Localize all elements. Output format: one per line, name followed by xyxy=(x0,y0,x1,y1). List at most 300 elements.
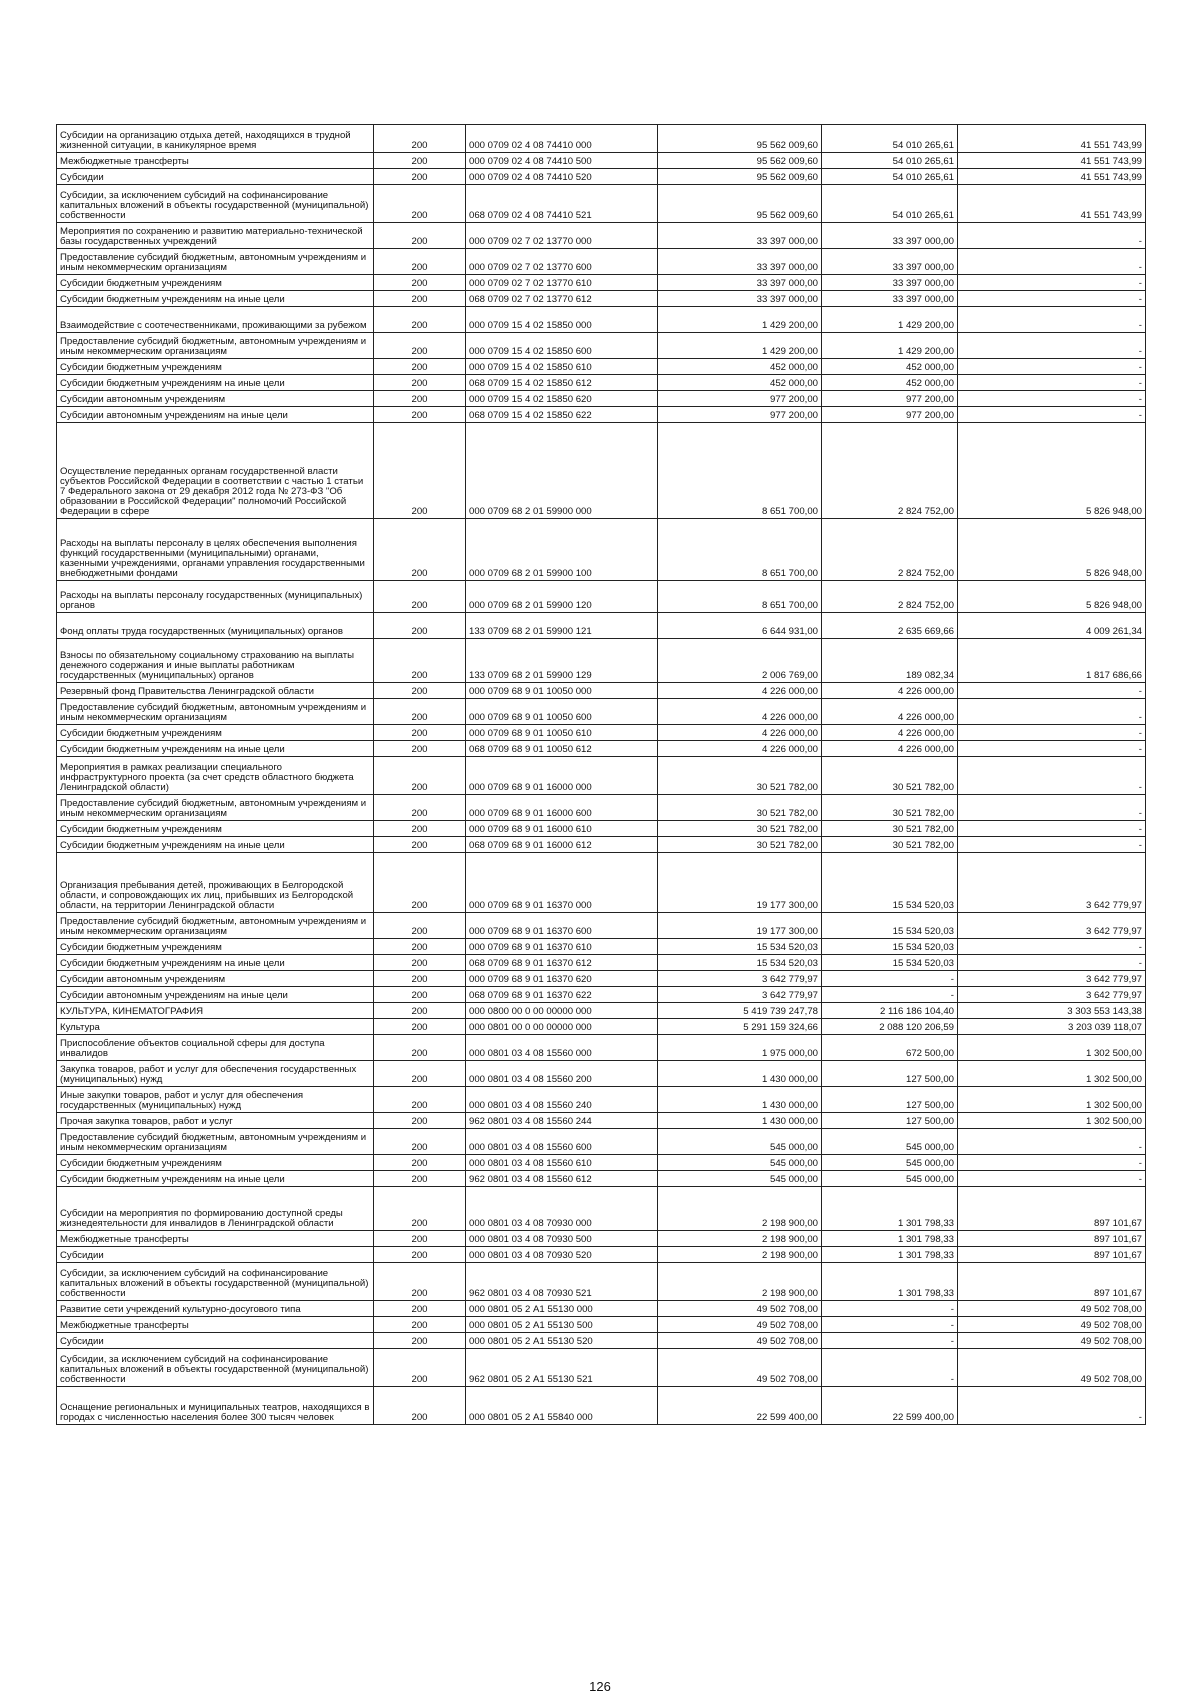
row-approved: 1 430 000,00 xyxy=(658,1087,822,1113)
row-code: 200 xyxy=(374,639,466,683)
row-code: 200 xyxy=(374,375,466,391)
row-name: Субсидии, за исключением субсидий на софинансирование капитальных вложений в объекты государственной (муниципальной) собственности xyxy=(57,1349,374,1387)
row-executed: 15 534 520,03 xyxy=(822,955,958,971)
row-name: Субсидии xyxy=(57,169,374,185)
row-approved: 452 000,00 xyxy=(658,375,822,391)
row-executed: 189 082,34 xyxy=(822,639,958,683)
row-kbk: 000 0709 02 7 02 13770 610 xyxy=(466,275,658,291)
table-row xyxy=(57,307,1146,333)
row-approved: 977 200,00 xyxy=(658,407,822,423)
row-remaining: 49 502 708,00 xyxy=(958,1349,1146,1387)
row-approved: 2 006 769,00 xyxy=(658,639,822,683)
row-code: 200 xyxy=(374,1301,466,1317)
row-name: Предоставление субсидий бюджетным, автономным учреждениям и иным некоммерческим организациям xyxy=(57,699,374,725)
row-executed: 2 088 120 206,59 xyxy=(822,1019,958,1035)
row-name: Субсидии автономным учреждениям на иные цели xyxy=(57,407,374,423)
table-row xyxy=(57,519,1146,581)
row-approved: 5 291 159 324,66 xyxy=(658,1019,822,1035)
row-kbk: 068 0709 68 9 01 10050 612 xyxy=(466,741,658,757)
row-name: Осуществление переданных органам государственной власти субъектов Российской Федерации в соответствии с частью 1 статьи 7 Федерального закона от 29 декабря 2012 года № 273-ФЗ "Об образовании в Российской Федерации" полномочий Российской Федерации в сфере xyxy=(57,423,374,519)
row-approved: 19 177 300,00 xyxy=(658,913,822,939)
table-row xyxy=(57,821,1146,837)
row-code: 200 xyxy=(374,275,466,291)
row-remaining: - xyxy=(958,223,1146,249)
row-kbk: 133 0709 68 2 01 59900 121 xyxy=(466,613,658,639)
row-kbk: 000 0801 05 2 А1 55130 520 xyxy=(466,1333,658,1349)
row-executed: 4 226 000,00 xyxy=(822,725,958,741)
table-row xyxy=(57,913,1146,939)
row-kbk: 000 0709 02 4 08 74410 000 xyxy=(466,125,658,153)
row-kbk: 000 0709 15 4 02 15850 000 xyxy=(466,307,658,333)
row-approved: 1 430 000,00 xyxy=(658,1113,822,1129)
row-kbk: 000 0709 68 9 01 10050 000 xyxy=(466,683,658,699)
row-kbk: 962 0801 03 4 08 70930 521 xyxy=(466,1263,658,1301)
row-approved: 49 502 708,00 xyxy=(658,1317,822,1333)
row-approved: 33 397 000,00 xyxy=(658,249,822,275)
row-executed: 2 824 752,00 xyxy=(822,423,958,519)
row-executed: 127 500,00 xyxy=(822,1087,958,1113)
row-executed: 33 397 000,00 xyxy=(822,223,958,249)
row-remaining: - xyxy=(958,391,1146,407)
row-executed: 4 226 000,00 xyxy=(822,741,958,757)
row-name: Субсидии бюджетным учреждениям на иные цели xyxy=(57,291,374,307)
row-remaining: 5 826 948,00 xyxy=(958,423,1146,519)
table-row xyxy=(57,1333,1146,1349)
row-code: 200 xyxy=(374,1003,466,1019)
row-kbk: 000 0709 02 4 08 74410 520 xyxy=(466,169,658,185)
row-name: Предоставление субсидий бюджетным, автономным учреждениям и иным некоммерческим организациям xyxy=(57,1129,374,1155)
row-executed: 127 500,00 xyxy=(822,1061,958,1087)
row-remaining: - xyxy=(958,795,1146,821)
table-row xyxy=(57,699,1146,725)
row-kbk: 000 0709 68 9 01 16370 620 xyxy=(466,971,658,987)
table-row xyxy=(57,185,1146,223)
row-code: 200 xyxy=(374,1035,466,1061)
row-approved: 19 177 300,00 xyxy=(658,853,822,913)
row-name: Взносы по обязательному социальному страхованию на выплаты денежного содержания и иные выплаты работникам государственных (муниципальных) органов xyxy=(57,639,374,683)
table-row xyxy=(57,1035,1146,1061)
row-name: Субсидии бюджетным учреждениям xyxy=(57,359,374,375)
row-executed: 1 301 798,33 xyxy=(822,1247,958,1263)
row-remaining: - xyxy=(958,333,1146,359)
row-approved: 1 429 200,00 xyxy=(658,333,822,359)
row-name: Субсидии бюджетным учреждениям xyxy=(57,725,374,741)
row-kbk: 068 0709 15 4 02 15850 622 xyxy=(466,407,658,423)
row-remaining: - xyxy=(958,683,1146,699)
row-approved: 4 226 000,00 xyxy=(658,725,822,741)
row-name: Субсидии, за исключением субсидий на софинансирование капитальных вложений в объекты государственной (муниципальной) собственности xyxy=(57,1263,374,1301)
row-code: 200 xyxy=(374,987,466,1003)
row-name: Развитие сети учреждений культурно-досугового типа xyxy=(57,1301,374,1317)
row-kbk: 000 0801 03 4 08 15560 600 xyxy=(466,1129,658,1155)
budget-execution-table xyxy=(56,124,1146,1425)
row-approved: 545 000,00 xyxy=(658,1129,822,1155)
row-kbk: 000 0709 68 9 01 16370 000 xyxy=(466,853,658,913)
row-executed: 4 226 000,00 xyxy=(822,699,958,725)
row-code: 200 xyxy=(374,581,466,613)
row-name: Резервный фонд Правительства Ленинградской области xyxy=(57,683,374,699)
row-kbk: 068 0709 02 4 08 74410 521 xyxy=(466,185,658,223)
row-name: Оснащение региональных и муниципальных театров, находящихся в городах с численностью населения более 300 тысяч человек xyxy=(57,1387,374,1425)
row-kbk: 000 0801 03 4 08 70930 500 xyxy=(466,1231,658,1247)
row-executed: 545 000,00 xyxy=(822,1155,958,1171)
row-remaining: 49 502 708,00 xyxy=(958,1333,1146,1349)
row-approved: 8 651 700,00 xyxy=(658,581,822,613)
row-code: 200 xyxy=(374,359,466,375)
row-name: Субсидии, за исключением субсидий на софинансирование капитальных вложений в объекты государственной (муниципальной) собственности xyxy=(57,185,374,223)
table-row xyxy=(57,1171,1146,1187)
row-executed: 452 000,00 xyxy=(822,359,958,375)
row-kbk: 000 0801 03 4 08 15560 240 xyxy=(466,1087,658,1113)
table-row xyxy=(57,757,1146,795)
row-executed: 1 301 798,33 xyxy=(822,1187,958,1231)
row-remaining: 897 101,67 xyxy=(958,1263,1146,1301)
row-code: 200 xyxy=(374,1231,466,1247)
row-approved: 545 000,00 xyxy=(658,1155,822,1171)
row-remaining: 5 826 948,00 xyxy=(958,581,1146,613)
table-row xyxy=(57,987,1146,1003)
row-kbk: 000 0709 15 4 02 15850 610 xyxy=(466,359,658,375)
table-row xyxy=(57,1301,1146,1317)
row-approved: 95 562 009,60 xyxy=(658,185,822,223)
row-executed: 30 521 782,00 xyxy=(822,757,958,795)
row-approved: 452 000,00 xyxy=(658,359,822,375)
row-approved: 545 000,00 xyxy=(658,1171,822,1187)
row-remaining: - xyxy=(958,249,1146,275)
row-code: 200 xyxy=(374,1263,466,1301)
row-code: 200 xyxy=(374,1387,466,1425)
row-code: 200 xyxy=(374,939,466,955)
row-executed: 1 301 798,33 xyxy=(822,1231,958,1247)
row-kbk: 962 0801 03 4 08 15560 612 xyxy=(466,1171,658,1187)
row-kbk: 000 0709 68 2 01 59900 000 xyxy=(466,423,658,519)
row-name: Межбюджетные трансферты xyxy=(57,1231,374,1247)
row-code: 200 xyxy=(374,307,466,333)
row-code: 200 xyxy=(374,1019,466,1035)
row-approved: 30 521 782,00 xyxy=(658,837,822,853)
row-code: 200 xyxy=(374,683,466,699)
row-executed: - xyxy=(822,1317,958,1333)
row-approved: 15 534 520,03 xyxy=(658,939,822,955)
row-remaining: 897 101,67 xyxy=(958,1247,1146,1263)
row-executed: 2 824 752,00 xyxy=(822,581,958,613)
row-code: 200 xyxy=(374,821,466,837)
row-kbk: 000 0801 03 4 08 15560 200 xyxy=(466,1061,658,1087)
table-row xyxy=(57,581,1146,613)
row-remaining: - xyxy=(958,757,1146,795)
row-remaining: 3 303 553 143,38 xyxy=(958,1003,1146,1019)
row-code: 200 xyxy=(374,391,466,407)
row-executed: - xyxy=(822,1301,958,1317)
table-row xyxy=(57,1387,1146,1425)
row-remaining: - xyxy=(958,375,1146,391)
row-remaining: 41 551 743,99 xyxy=(958,169,1146,185)
row-kbk: 068 0709 02 7 02 13770 612 xyxy=(466,291,658,307)
row-executed: 30 521 782,00 xyxy=(822,821,958,837)
row-remaining: - xyxy=(958,1387,1146,1425)
row-name: Мероприятия в рамках реализации специального инфраструктурного проекта (за счет средств областного бюджета Ленинградской области) xyxy=(57,757,374,795)
row-remaining: 897 101,67 xyxy=(958,1187,1146,1231)
row-approved: 33 397 000,00 xyxy=(658,223,822,249)
row-executed: 15 534 520,03 xyxy=(822,853,958,913)
table-row xyxy=(57,391,1146,407)
row-remaining: 49 502 708,00 xyxy=(958,1301,1146,1317)
row-remaining: 41 551 743,99 xyxy=(958,185,1146,223)
row-approved: 4 226 000,00 xyxy=(658,699,822,725)
row-code: 200 xyxy=(374,1155,466,1171)
row-approved: 30 521 782,00 xyxy=(658,757,822,795)
table-row xyxy=(57,1263,1146,1301)
row-executed: 545 000,00 xyxy=(822,1171,958,1187)
row-executed: 30 521 782,00 xyxy=(822,795,958,821)
row-name: Субсидии бюджетным учреждениям xyxy=(57,939,374,955)
row-name: Субсидии бюджетным учреждениям на иные цели xyxy=(57,375,374,391)
row-code: 200 xyxy=(374,185,466,223)
row-executed: 127 500,00 xyxy=(822,1113,958,1129)
row-name: Предоставление субсидий бюджетным, автономным учреждениям и иным некоммерческим организациям xyxy=(57,333,374,359)
row-name: Прочая закупка товаров, работ и услуг xyxy=(57,1113,374,1129)
row-approved: 49 502 708,00 xyxy=(658,1301,822,1317)
row-approved: 6 644 931,00 xyxy=(658,613,822,639)
row-name: Расходы на выплаты персоналу в целях обеспечения выполнения функций государственными (муниципальными) органами, казенными учреждениями, органами управления государственными внебюджетными фондами xyxy=(57,519,374,581)
row-code: 200 xyxy=(374,519,466,581)
row-remaining: 1 817 686,66 xyxy=(958,639,1146,683)
row-executed: 33 397 000,00 xyxy=(822,291,958,307)
row-remaining: 1 302 500,00 xyxy=(958,1113,1146,1129)
table-row xyxy=(57,423,1146,519)
row-approved: 8 651 700,00 xyxy=(658,423,822,519)
row-approved: 30 521 782,00 xyxy=(658,795,822,821)
row-executed: - xyxy=(822,1349,958,1387)
row-approved: 95 562 009,60 xyxy=(658,125,822,153)
row-code: 200 xyxy=(374,955,466,971)
table-row xyxy=(57,223,1146,249)
row-name: Культура xyxy=(57,1019,374,1035)
row-kbk: 962 0801 03 4 08 15560 244 xyxy=(466,1113,658,1129)
table-row xyxy=(57,153,1146,169)
table-row xyxy=(57,639,1146,683)
row-name: Субсидии бюджетным учреждениям на иные цели xyxy=(57,955,374,971)
row-name: Предоставление субсидий бюджетным, автономным учреждениям и иным некоммерческим организациям xyxy=(57,913,374,939)
row-executed: 977 200,00 xyxy=(822,391,958,407)
table-row xyxy=(57,1317,1146,1333)
row-name: Предоставление субсидий бюджетным, автономным учреждениям и иным некоммерческим организациям xyxy=(57,249,374,275)
row-kbk: 000 0709 02 7 02 13770 000 xyxy=(466,223,658,249)
row-approved: 2 198 900,00 xyxy=(658,1187,822,1231)
row-name: Субсидии на мероприятия по формированию доступной среды жизнедеятельности для инвалидов в Ленинградской области xyxy=(57,1187,374,1231)
row-remaining: 1 302 500,00 xyxy=(958,1087,1146,1113)
row-approved: 33 397 000,00 xyxy=(658,291,822,307)
row-executed: - xyxy=(822,987,958,1003)
row-remaining: 3 203 039 118,07 xyxy=(958,1019,1146,1035)
table-row xyxy=(57,1061,1146,1087)
row-name: Субсидии xyxy=(57,1247,374,1263)
row-remaining: - xyxy=(958,741,1146,757)
table-row xyxy=(57,1247,1146,1263)
row-remaining: 41 551 743,99 xyxy=(958,153,1146,169)
row-kbk: 000 0801 03 4 08 70930 000 xyxy=(466,1187,658,1231)
row-kbk: 133 0709 68 2 01 59900 129 xyxy=(466,639,658,683)
row-approved: 95 562 009,60 xyxy=(658,169,822,185)
row-approved: 3 642 779,97 xyxy=(658,987,822,1003)
row-name: Субсидии бюджетным учреждениям на иные цели xyxy=(57,741,374,757)
row-executed: 545 000,00 xyxy=(822,1129,958,1155)
row-executed: 30 521 782,00 xyxy=(822,837,958,853)
row-code: 200 xyxy=(374,837,466,853)
row-name: Межбюджетные трансферты xyxy=(57,153,374,169)
table-row xyxy=(57,837,1146,853)
row-approved: 49 502 708,00 xyxy=(658,1349,822,1387)
row-name: Субсидии автономным учреждениям на иные цели xyxy=(57,987,374,1003)
row-kbk: 000 0801 05 2 А1 55130 500 xyxy=(466,1317,658,1333)
row-code: 200 xyxy=(374,971,466,987)
row-kbk: 000 0709 68 2 01 59900 100 xyxy=(466,519,658,581)
table-row xyxy=(57,407,1146,423)
row-approved: 2 198 900,00 xyxy=(658,1231,822,1247)
row-code: 200 xyxy=(374,407,466,423)
row-kbk: 000 0709 68 9 01 16370 600 xyxy=(466,913,658,939)
row-name: Предоставление субсидий бюджетным, автономным учреждениям и иным некоммерческим организациям xyxy=(57,795,374,821)
row-kbk: 000 0801 00 0 00 00000 000 xyxy=(466,1019,658,1035)
row-remaining: 5 826 948,00 xyxy=(958,519,1146,581)
row-approved: 49 502 708,00 xyxy=(658,1333,822,1349)
row-remaining: - xyxy=(958,359,1146,375)
row-executed: 33 397 000,00 xyxy=(822,275,958,291)
row-kbk: 068 0709 68 9 01 16000 612 xyxy=(466,837,658,853)
table-row xyxy=(57,1129,1146,1155)
row-code: 200 xyxy=(374,1349,466,1387)
row-remaining: - xyxy=(958,1155,1146,1171)
table-row xyxy=(57,1231,1146,1247)
table-row xyxy=(57,1187,1146,1231)
row-remaining: - xyxy=(958,407,1146,423)
row-approved: 33 397 000,00 xyxy=(658,275,822,291)
table-row xyxy=(57,169,1146,185)
row-code: 200 xyxy=(374,613,466,639)
row-remaining: 897 101,67 xyxy=(958,1231,1146,1247)
row-kbk: 068 0709 15 4 02 15850 612 xyxy=(466,375,658,391)
row-kbk: 068 0709 68 9 01 16370 622 xyxy=(466,987,658,1003)
table-row xyxy=(57,741,1146,757)
row-kbk: 000 0709 15 4 02 15850 620 xyxy=(466,391,658,407)
row-code: 200 xyxy=(374,1113,466,1129)
row-kbk: 000 0709 68 9 01 16370 610 xyxy=(466,939,658,955)
row-name: Субсидии автономным учреждениям xyxy=(57,391,374,407)
row-remaining: 49 502 708,00 xyxy=(958,1317,1146,1333)
row-kbk: 068 0709 68 9 01 16370 612 xyxy=(466,955,658,971)
row-code: 200 xyxy=(374,1129,466,1155)
row-code: 200 xyxy=(374,853,466,913)
row-code: 200 xyxy=(374,223,466,249)
row-remaining: 3 642 779,97 xyxy=(958,971,1146,987)
table-row xyxy=(57,1349,1146,1387)
table-row xyxy=(57,1087,1146,1113)
row-kbk: 000 0709 68 2 01 59900 120 xyxy=(466,581,658,613)
row-executed: 15 534 520,03 xyxy=(822,913,958,939)
row-remaining: - xyxy=(958,699,1146,725)
row-executed: 15 534 520,03 xyxy=(822,939,958,955)
row-kbk: 000 0801 03 4 08 70930 520 xyxy=(466,1247,658,1263)
row-approved: 8 651 700,00 xyxy=(658,519,822,581)
row-kbk: 000 0709 15 4 02 15850 600 xyxy=(466,333,658,359)
row-code: 200 xyxy=(374,741,466,757)
row-approved: 1 429 200,00 xyxy=(658,307,822,333)
row-kbk: 000 0801 03 4 08 15560 000 xyxy=(466,1035,658,1061)
table-row xyxy=(57,291,1146,307)
row-executed: 1 429 200,00 xyxy=(822,307,958,333)
row-code: 200 xyxy=(374,333,466,359)
row-executed: 672 500,00 xyxy=(822,1035,958,1061)
row-kbk: 000 0709 02 4 08 74410 500 xyxy=(466,153,658,169)
row-name: Организация пребывания детей, проживающих в Белгородской области, и сопровождающих их лиц, прибывших из Белгородской области, на территории Ленинградской области xyxy=(57,853,374,913)
row-name: Субсидии бюджетным учреждениям xyxy=(57,275,374,291)
row-code: 200 xyxy=(374,1333,466,1349)
row-name: Субсидии бюджетным учреждениям xyxy=(57,1155,374,1171)
row-remaining: 3 642 779,97 xyxy=(958,913,1146,939)
row-approved: 5 419 739 247,78 xyxy=(658,1003,822,1019)
row-executed: 2 635 669,66 xyxy=(822,613,958,639)
row-remaining: - xyxy=(958,939,1146,955)
row-name: КУЛЬТУРА, КИНЕМАТОГРАФИЯ xyxy=(57,1003,374,1019)
row-executed: 2 824 752,00 xyxy=(822,519,958,581)
table-row xyxy=(57,725,1146,741)
row-code: 200 xyxy=(374,725,466,741)
row-executed: 54 010 265,61 xyxy=(822,125,958,153)
row-code: 200 xyxy=(374,1061,466,1087)
row-name: Взаимодействие с соотечественниками, проживающими за рубежом xyxy=(57,307,374,333)
row-remaining: - xyxy=(958,291,1146,307)
row-executed: - xyxy=(822,1333,958,1349)
row-executed: 2 116 186 104,40 xyxy=(822,1003,958,1019)
row-approved: 2 198 900,00 xyxy=(658,1263,822,1301)
table-row xyxy=(57,853,1146,913)
row-name: Закупка товаров, работ и услуг для обеспечения государственных (муниципальных) нужд xyxy=(57,1061,374,1087)
row-name: Субсидии xyxy=(57,1333,374,1349)
row-code: 200 xyxy=(374,1247,466,1263)
row-name: Расходы на выплаты персоналу государственных (муниципальных) органов xyxy=(57,581,374,613)
row-executed: 1 429 200,00 xyxy=(822,333,958,359)
row-name: Субсидии бюджетным учреждениям на иные цели xyxy=(57,1171,374,1187)
row-approved: 3 642 779,97 xyxy=(658,971,822,987)
row-name: Приспособление объектов социальной сферы для доступа инвалидов xyxy=(57,1035,374,1061)
row-remaining: - xyxy=(958,1129,1146,1155)
row-approved: 977 200,00 xyxy=(658,391,822,407)
page-number: 126 xyxy=(589,1679,611,1694)
row-code: 200 xyxy=(374,153,466,169)
row-executed: 33 397 000,00 xyxy=(822,249,958,275)
table-row xyxy=(57,1019,1146,1035)
row-code: 200 xyxy=(374,1087,466,1113)
row-kbk: 000 0709 68 9 01 10050 600 xyxy=(466,699,658,725)
row-remaining: - xyxy=(958,955,1146,971)
table-row xyxy=(57,359,1146,375)
row-code: 200 xyxy=(374,249,466,275)
row-approved: 4 226 000,00 xyxy=(658,741,822,757)
row-kbk: 000 0801 05 2 А1 55130 000 xyxy=(466,1301,658,1317)
row-approved: 2 198 900,00 xyxy=(658,1247,822,1263)
row-executed: 452 000,00 xyxy=(822,375,958,391)
row-remaining: - xyxy=(958,725,1146,741)
row-approved: 15 534 520,03 xyxy=(658,955,822,971)
row-code: 200 xyxy=(374,699,466,725)
row-kbk: 000 0709 68 9 01 10050 610 xyxy=(466,725,658,741)
row-remaining: - xyxy=(958,821,1146,837)
row-executed: 54 010 265,61 xyxy=(822,153,958,169)
row-name: Фонд оплаты труда государственных (муниципальных) органов xyxy=(57,613,374,639)
row-code: 200 xyxy=(374,1171,466,1187)
row-name: Субсидии на организацию отдыха детей, находящихся в трудной жизненной ситуации, в каникулярное время xyxy=(57,125,374,153)
row-name: Межбюджетные трансферты xyxy=(57,1317,374,1333)
